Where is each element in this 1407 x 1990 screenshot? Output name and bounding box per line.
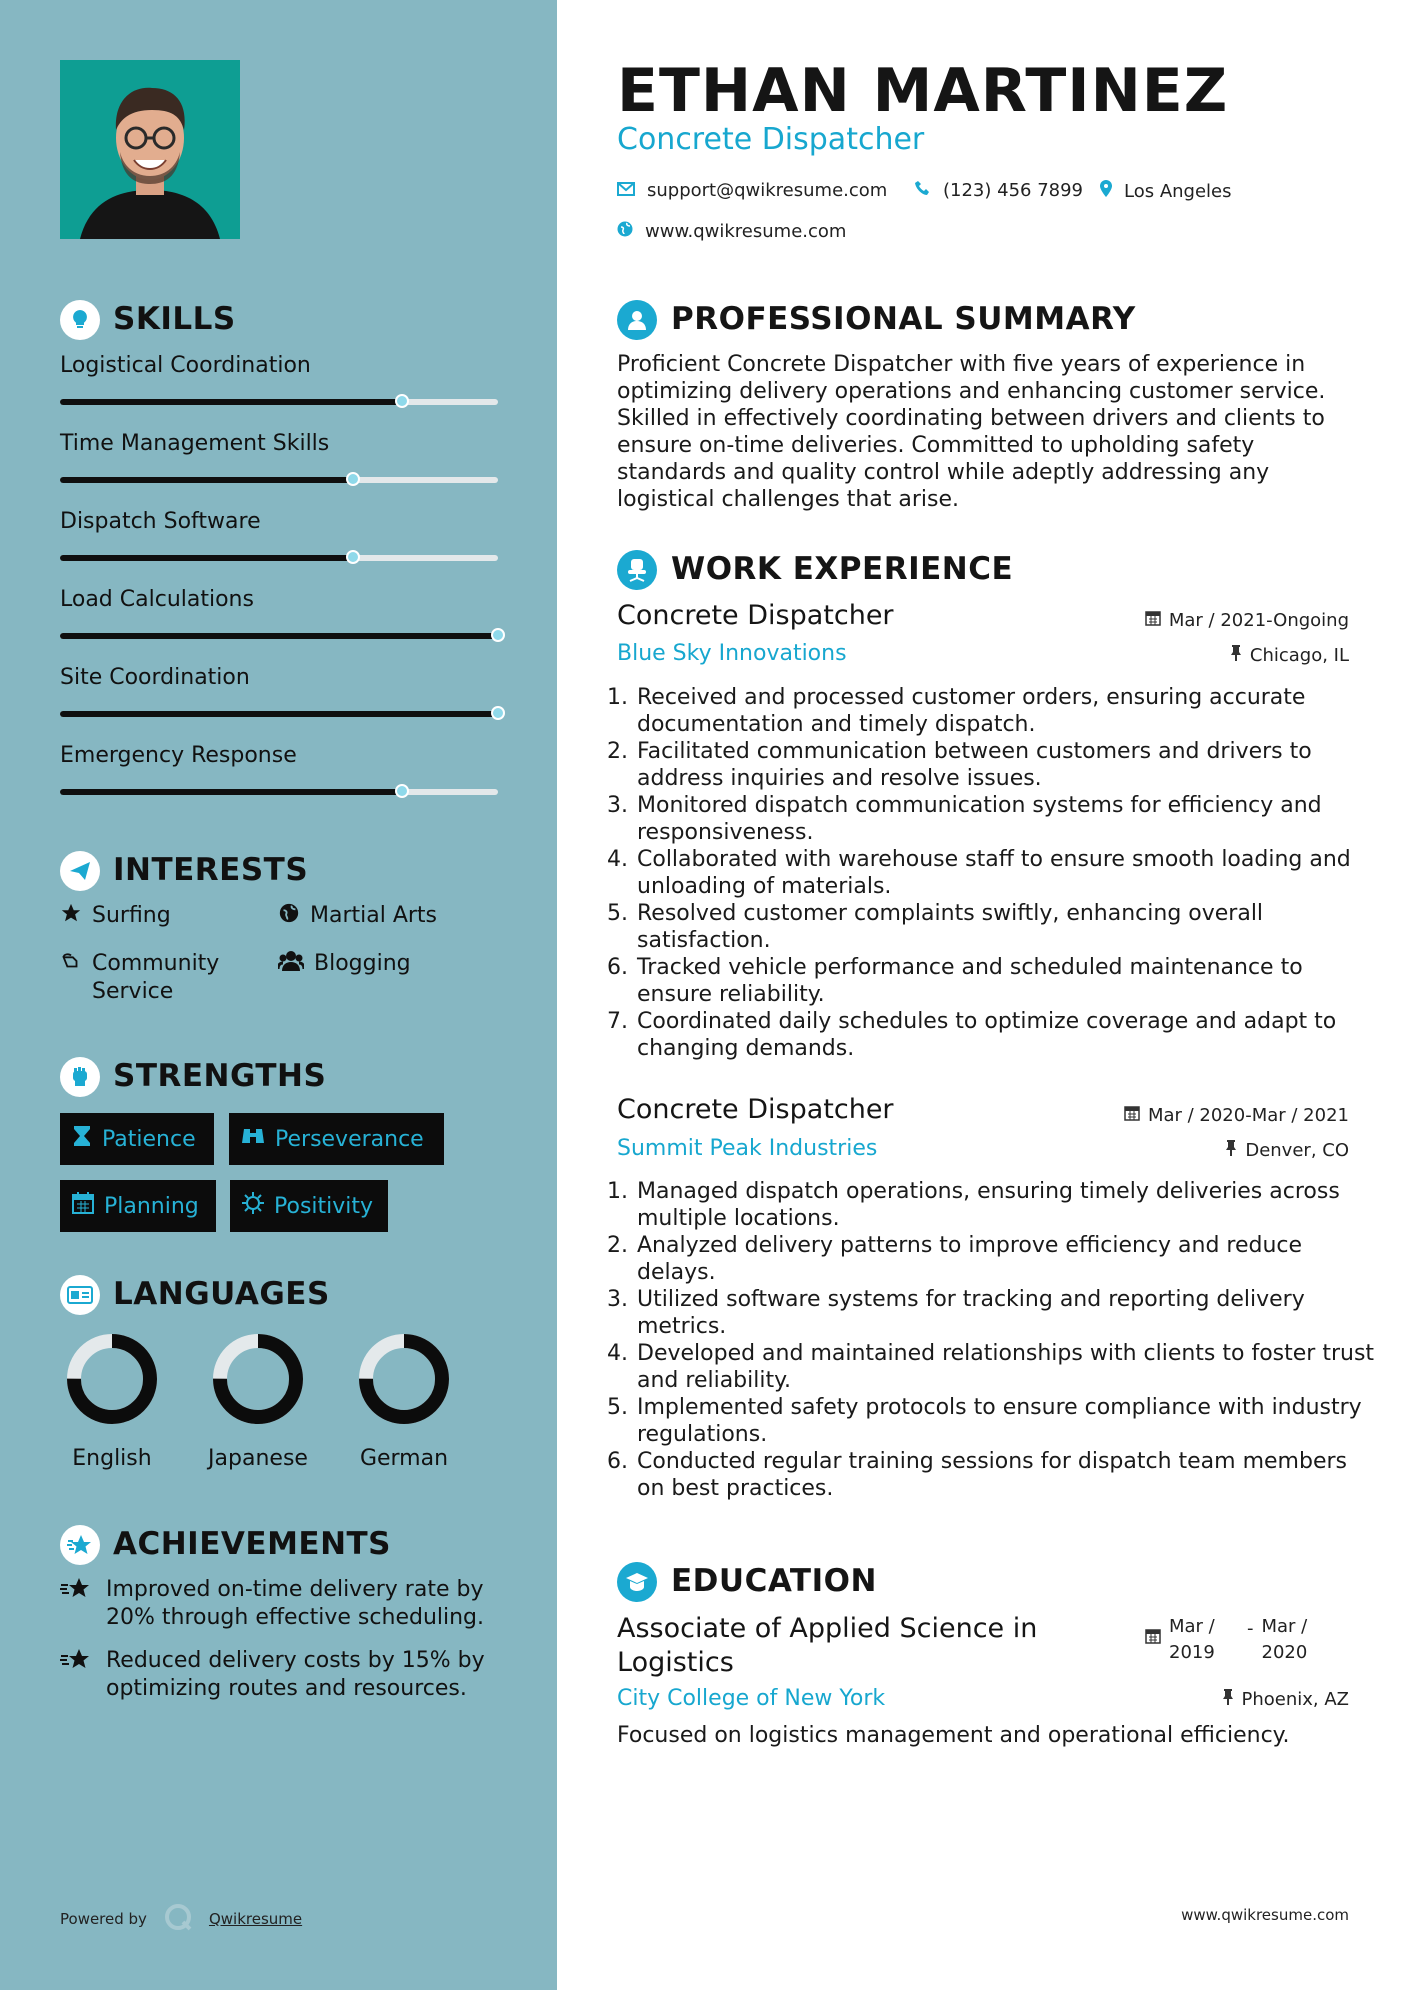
email-link[interactable]: support@qwikresume.com bbox=[647, 180, 888, 201]
education-dates: Mar / 2019 - Mar / 2020 bbox=[1145, 1614, 1318, 1666]
language-card-icon bbox=[60, 1275, 100, 1315]
qwikresume-link[interactable]: Qwikresume bbox=[208, 1910, 303, 1928]
star-badge-icon bbox=[60, 1576, 92, 1632]
job-bullet: 5. Resolved customer complaints swiftly, enhancing overall satisfaction. bbox=[635, 900, 1375, 954]
job-bullet: 3. Utilized software systems for tracking and reporting delivery metrics. bbox=[635, 1286, 1375, 1340]
paper-plane-icon bbox=[60, 851, 100, 891]
calendar-icon bbox=[72, 1192, 94, 1220]
globe-icon bbox=[278, 902, 300, 932]
skill-bar bbox=[60, 399, 498, 405]
achievements-title: ACHIEVEMENTS bbox=[113, 1526, 392, 1562]
star-badge-icon bbox=[60, 1647, 92, 1703]
skill-label: Dispatch Software bbox=[60, 509, 261, 534]
skill-bar-fill bbox=[60, 633, 498, 639]
skill-bar-fill bbox=[60, 711, 498, 717]
email-contact bbox=[617, 180, 887, 201]
map-pin-icon bbox=[1100, 180, 1112, 202]
calendar-icon bbox=[1124, 1105, 1140, 1126]
job-title: Concrete Dispatcher bbox=[617, 122, 925, 157]
binoculars-icon bbox=[241, 1125, 265, 1153]
pushpin-icon bbox=[1225, 1140, 1237, 1161]
education-description: Focused on logistics management and operational efficiency. bbox=[617, 1723, 1290, 1748]
interest-item: Blogging bbox=[278, 950, 411, 980]
profile-photo bbox=[60, 60, 240, 239]
pushpin-icon bbox=[1222, 1689, 1234, 1710]
skill-bar bbox=[60, 633, 498, 639]
skill-bar-knob bbox=[491, 628, 505, 642]
summary-title: PROFESSIONAL SUMMARY bbox=[671, 301, 1136, 337]
experience-title: WORK EXPERIENCE bbox=[671, 551, 1014, 587]
calendar-icon bbox=[1145, 1628, 1161, 1666]
strength-chip: Planning bbox=[60, 1180, 216, 1232]
sun-icon bbox=[242, 1192, 264, 1220]
lightbulb-icon bbox=[60, 300, 100, 340]
education-location: Phoenix, AZ bbox=[1222, 1689, 1350, 1710]
skill-bar bbox=[60, 555, 498, 561]
company-name: Blue Sky Innovations bbox=[617, 641, 847, 666]
company-name: Summit Peak Industries bbox=[617, 1136, 878, 1161]
users-icon bbox=[278, 950, 304, 980]
globe-icon bbox=[617, 221, 633, 242]
location-text: Los Angeles bbox=[1124, 180, 1232, 202]
calendar-icon bbox=[1145, 610, 1161, 631]
languages-title: LANGUAGES bbox=[113, 1276, 330, 1312]
graduation-cap-icon bbox=[617, 1562, 657, 1602]
hand-icon bbox=[60, 950, 82, 980]
skill-label: Logistical Coordination bbox=[60, 353, 311, 378]
skill-label: Emergency Response bbox=[60, 743, 297, 768]
job-bullet: 5. Implemented safety protocols to ensure compliance with industry regulations. bbox=[635, 1394, 1375, 1448]
skill-label: Time Management Skills bbox=[60, 431, 330, 456]
skill-bar-knob bbox=[395, 784, 409, 798]
strength-chip: Perseverance bbox=[229, 1113, 444, 1165]
footer-website[interactable]: www.qwikresume.com bbox=[1181, 1906, 1349, 1924]
envelope-icon bbox=[617, 180, 635, 201]
job-dates: Mar / 2020-Mar / 2021 bbox=[1124, 1105, 1349, 1126]
job-bullet: 6. Conducted regular training sessions for dispatch team members on best practices. bbox=[635, 1448, 1375, 1502]
pushpin-icon bbox=[1230, 645, 1242, 666]
job-location: Chicago, IL bbox=[1230, 645, 1349, 666]
job-bullet: 1. Received and processed customer orders, ensuring accurate documentation and timely dispatch. bbox=[635, 684, 1375, 738]
strengths-title: STRENGTHS bbox=[113, 1058, 327, 1094]
job-bullet: 4. Collaborated with warehouse staff to ensure smooth loading and unloading of materials. bbox=[635, 846, 1375, 900]
job-bullet: 2. Analyzed delivery patterns to improve efficiency and reduce delays. bbox=[635, 1232, 1375, 1286]
office-chair-icon bbox=[617, 550, 657, 590]
job-bullet: 4. Developed and maintained relationships with clients to foster trust and reliability. bbox=[635, 1340, 1375, 1394]
website-link[interactable]: www.qwikresume.com bbox=[645, 221, 847, 242]
language-label: German bbox=[359, 1446, 449, 1471]
skill-bar-knob bbox=[491, 706, 505, 720]
skill-bar bbox=[60, 711, 498, 717]
language-label: Japanese bbox=[208, 1446, 308, 1471]
language-label: English bbox=[72, 1446, 152, 1471]
skill-bar-fill bbox=[60, 477, 353, 483]
strength-chip: Positivity bbox=[230, 1180, 388, 1232]
interest-item: Surfing bbox=[60, 902, 171, 932]
summary-text: Proficient Concrete Dispatcher with five years of experience in optimizing delivery operations and enhancing customer service. Skilled in effectively coordinating between drivers and clients to ensure on-time deliveries. Committed to upholding safety standards and quality control while adeptly addressing any logistical challenges that arise. bbox=[617, 352, 1326, 512]
skill-bar-knob bbox=[395, 394, 409, 408]
candidate-name: ETHAN MARTINEZ bbox=[617, 56, 1229, 126]
language-level-ring bbox=[64, 1331, 160, 1427]
job-bullet: 6. Tracked vehicle performance and scheduled maintenance to ensure reliability. bbox=[635, 954, 1375, 1008]
phone-contact bbox=[915, 180, 1083, 201]
skill-bar bbox=[60, 477, 498, 483]
location-contact bbox=[1100, 180, 1232, 202]
achievement-item: Improved on-time delivery rate by 20% through effective scheduling. bbox=[60, 1576, 500, 1632]
strength-chip: Patience bbox=[60, 1113, 214, 1165]
language-level-ring bbox=[356, 1331, 452, 1427]
interest-item: Martial Arts bbox=[278, 902, 437, 932]
star-icon bbox=[60, 902, 82, 932]
user-icon bbox=[617, 300, 657, 340]
job-bullet: 3. Monitored dispatch communication systems for efficiency and responsiveness. bbox=[635, 792, 1375, 846]
job-role: Concrete Dispatcher bbox=[617, 1094, 894, 1125]
skill-bar-fill bbox=[60, 399, 402, 405]
education-title: EDUCATION bbox=[671, 1563, 877, 1599]
skill-label: Site Coordination bbox=[60, 665, 250, 690]
star-badge-icon bbox=[60, 1525, 100, 1565]
job-bullet: 7. Coordinated daily schedules to optimize coverage and adapt to changing demands. bbox=[635, 1008, 1375, 1062]
hourglass-icon bbox=[72, 1125, 92, 1153]
job-dates: Mar / 2021-Ongoing bbox=[1145, 610, 1349, 631]
skill-bar bbox=[60, 789, 498, 795]
language-level-ring bbox=[210, 1331, 306, 1427]
achievement-item: Reduced delivery costs by 15% by optimizing routes and resources. bbox=[60, 1647, 500, 1703]
website-contact bbox=[617, 221, 846, 242]
interest-item: Community Service bbox=[60, 950, 232, 1006]
job-bullets bbox=[613, 684, 1375, 1062]
skill-bar-fill bbox=[60, 789, 402, 795]
job-bullet: 1. Managed dispatch operations, ensuring timely deliveries across multiple locations. bbox=[635, 1178, 1375, 1232]
degree-name: Associate of Applied Science in Logistics bbox=[617, 1613, 1038, 1678]
skill-label: Load Calculations bbox=[60, 587, 254, 612]
phone-icon bbox=[915, 180, 931, 201]
skill-bar-fill bbox=[60, 555, 353, 561]
interests-title: INTERESTS bbox=[113, 852, 309, 888]
job-location: Denver, CO bbox=[1225, 1140, 1349, 1161]
job-bullets bbox=[613, 1178, 1375, 1502]
powered-by: Powered by Qwikresume bbox=[60, 1902, 302, 1936]
job-role: Concrete Dispatcher bbox=[617, 600, 894, 631]
qwikresume-logo-icon bbox=[163, 1902, 193, 1936]
phone-number[interactable]: (123) 456 7899 bbox=[943, 180, 1084, 201]
school-name: City College of New York bbox=[617, 1686, 886, 1711]
skills-title: SKILLS bbox=[113, 301, 236, 337]
job-bullet: 2. Facilitated communication between customers and drivers to address inquiries and resolve issues. bbox=[635, 738, 1375, 792]
fist-icon bbox=[60, 1057, 100, 1097]
